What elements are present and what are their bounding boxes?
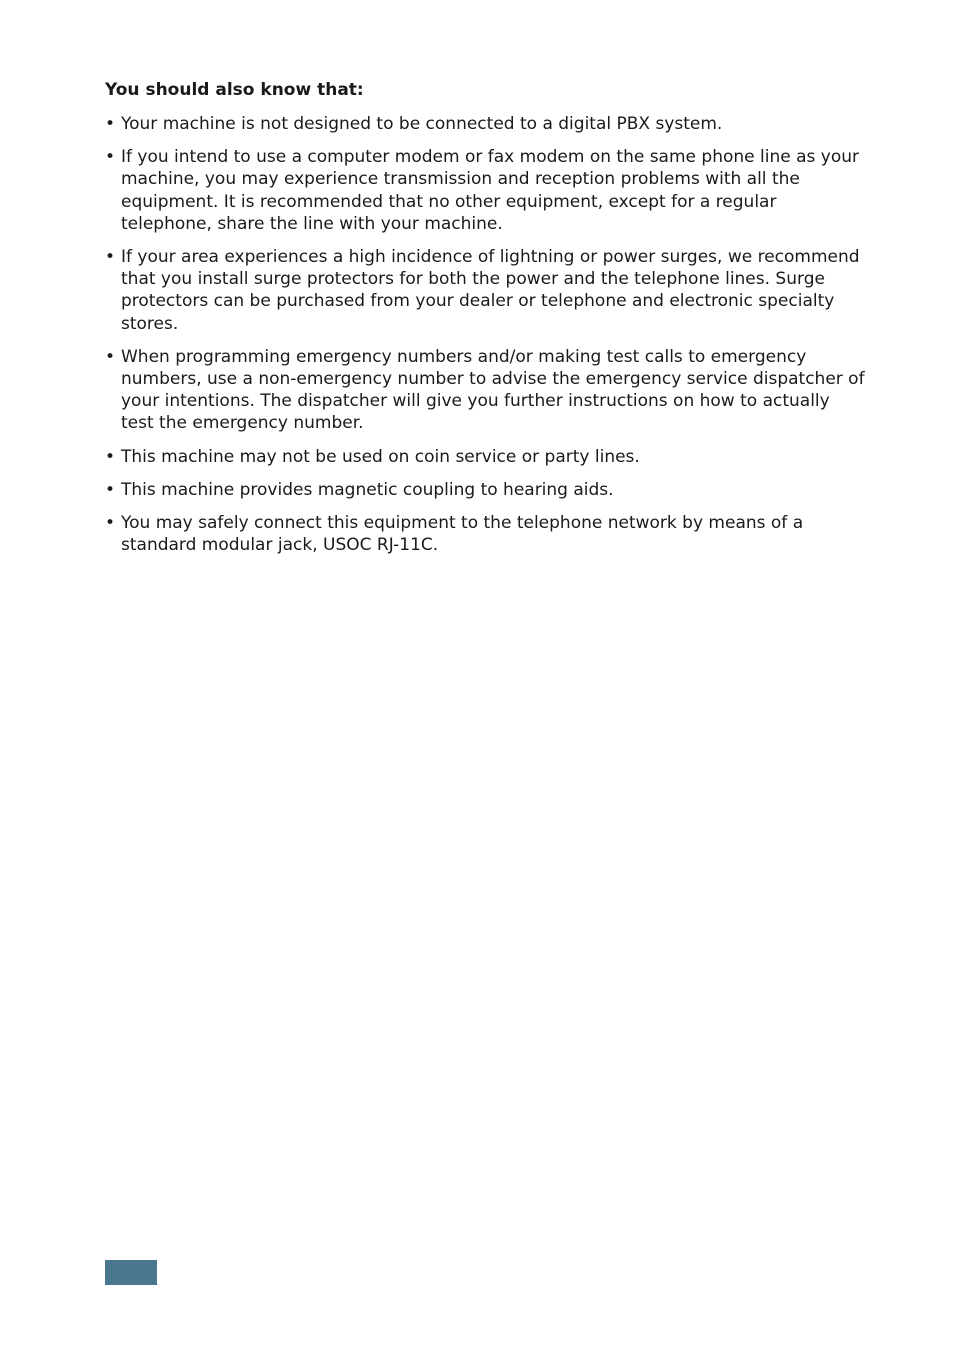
bullet-icon: • — [105, 346, 116, 367]
list-item-text: This machine may not be used on coin service or party lines. — [121, 446, 640, 467]
list-item-text: Your machine is not designed to be connected to a digital PBX system. — [121, 114, 723, 134]
list-item-text: If your area experiences a high incidence of lightning or power surges, we recommend that you install surge protectors for both the power and the telephone lines. Surge protectors can be purchased from your dealer or telephone and electronic specialty stores. — [121, 247, 860, 334]
list-item — [105, 246, 865, 335]
list-item — [105, 146, 865, 235]
list-item — [105, 479, 865, 501]
page-number-tab — [105, 1260, 157, 1285]
list-item — [105, 446, 865, 468]
list-item-text: If you intend to use a computer modem or fax modem on the same phone line as your machine, you may experience transmission and reception problems with all the equipment. It is recommended that no other equipment, except for a regular telephone, share the line with your machine. — [121, 147, 859, 234]
list-item — [105, 346, 865, 435]
list-item-text: This machine provides magnetic coupling to hearing aids. — [121, 479, 614, 500]
bullet-icon: • — [105, 446, 116, 467]
bullet-icon: • — [105, 147, 116, 168]
list-item-text: When programming emergency numbers and/or making test calls to emergency numbers, use a non-emergency number to advise the emergency service dispatcher of your intentions. The dispatcher will give you further instructions on how to actually test the emergency number. — [121, 346, 865, 434]
bullet-icon: • — [105, 114, 116, 134]
list-item-text: You may safely connect this equipment to the telephone network by means of a standard modular jack, USOC RJ-11C. — [121, 513, 804, 556]
list-item — [105, 113, 865, 135]
list-item — [105, 512, 865, 556]
notes-list — [105, 113, 865, 567]
section-heading: You should also know that: — [105, 80, 364, 100]
bullet-icon: • — [105, 513, 116, 534]
bullet-icon: • — [105, 479, 116, 500]
bullet-icon: • — [105, 247, 116, 268]
